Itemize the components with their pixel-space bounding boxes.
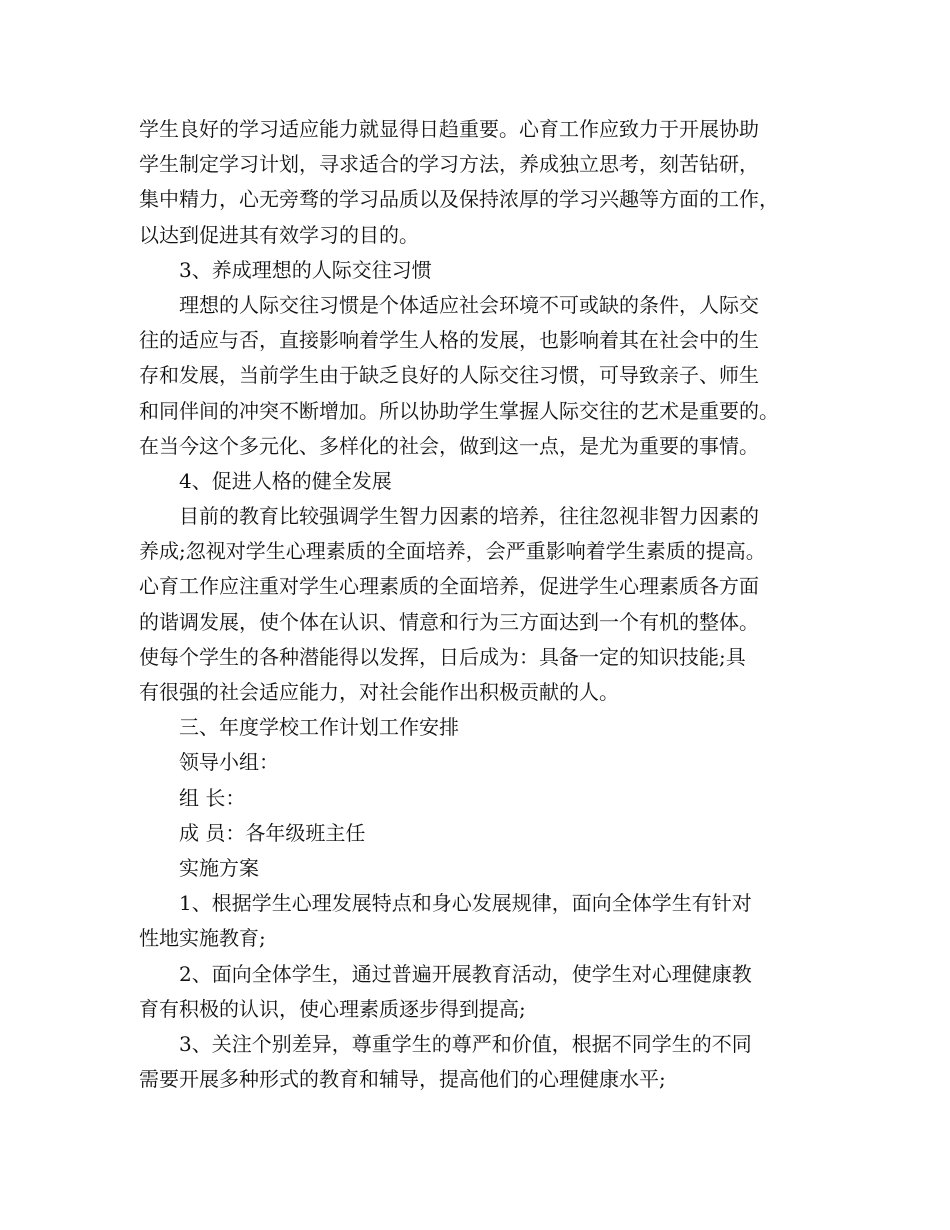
text-line: 在当今这个多元化、多样化的社会，做到这一点，是尤为重要的事情。	[139, 433, 759, 458]
list-item: 3、关注个别差异，尊重学生的尊严和价值，根据不同学生的不同	[179, 1031, 752, 1056]
section-heading: 三、年度学校工作计划工作安排	[179, 715, 459, 740]
text-line: 养成;忽视对学生心理素质的全面培养，会严重影响着学生素质的提高。	[139, 539, 766, 564]
text-line: 以达到促进其有效学习的目的。	[139, 222, 419, 247]
text-line: 集中精力，心无旁骛的学习品质以及保持浓厚的学习兴趣等方面的工作，	[139, 187, 779, 212]
text-line: 的谐调发展，使个体在认识、情意和行为三方面达到一个有机的整体。	[139, 609, 759, 634]
text-line: 成 员：各年级班主任	[179, 820, 366, 845]
text-line: 目前的教育比较强调学生智力因素的培养，往往忽视非智力因素的	[179, 504, 759, 529]
text-line: 学生良好的学习适应能力就显得日趋重要。心育工作应致力于开展协助	[139, 117, 759, 141]
section-heading: 实施方案	[179, 855, 259, 880]
text-line: 学生制定学习计划，寻求适合的学习方法，养成独立思考，刻苦钻研，	[139, 152, 759, 177]
text-line: 有很强的社会适应能力，对社会能作出积极贡献的人。	[139, 680, 619, 704]
text-line: 需要开展多种形式的教育和辅导，提高他们的心理健康水平;	[139, 1067, 666, 1092]
text-line: 理想的人际交往习惯是个体适应社会环境不可或缺的条件，人际交	[179, 292, 759, 317]
text-line: 育有积极的认识，使心理素质逐步得到提高;	[139, 996, 526, 1021]
text-line: 使每个学生的各种潜能得以发挥，日后成为：具备一定的知识技能;具	[139, 644, 746, 669]
text-line: 往的适应与否，直接影响着学生人格的发展，也影响着其在社会中的生	[139, 328, 759, 353]
text-line: 存和发展，当前学生由于缺乏良好的人际交往习惯，可导致亲子、师生	[139, 363, 759, 388]
text-line: 心育工作应注重对学生心理素质的全面培养，促进学生心理素质各方面	[139, 574, 759, 599]
text-line: 组 长：	[179, 785, 246, 810]
section-heading: 4、促进人格的健全发展	[179, 468, 392, 493]
text-line: 领导小组：	[179, 750, 279, 775]
document-body	[139, 112, 829, 1097]
text-line: 和同伴间的冲突不断增加。所以协助学生掌握人际交往的艺术是重要的。	[139, 398, 779, 423]
list-item: 2、面向全体学生，通过普遍开展教育活动，使学生对心理健康教	[179, 961, 752, 986]
text-line: 性地实施教育;	[139, 926, 266, 951]
section-heading: 3、养成理想的人际交往习惯	[179, 257, 432, 282]
list-item: 1、根据学生心理发展特点和身心发展规律，面向全体学生有针对	[179, 891, 752, 916]
